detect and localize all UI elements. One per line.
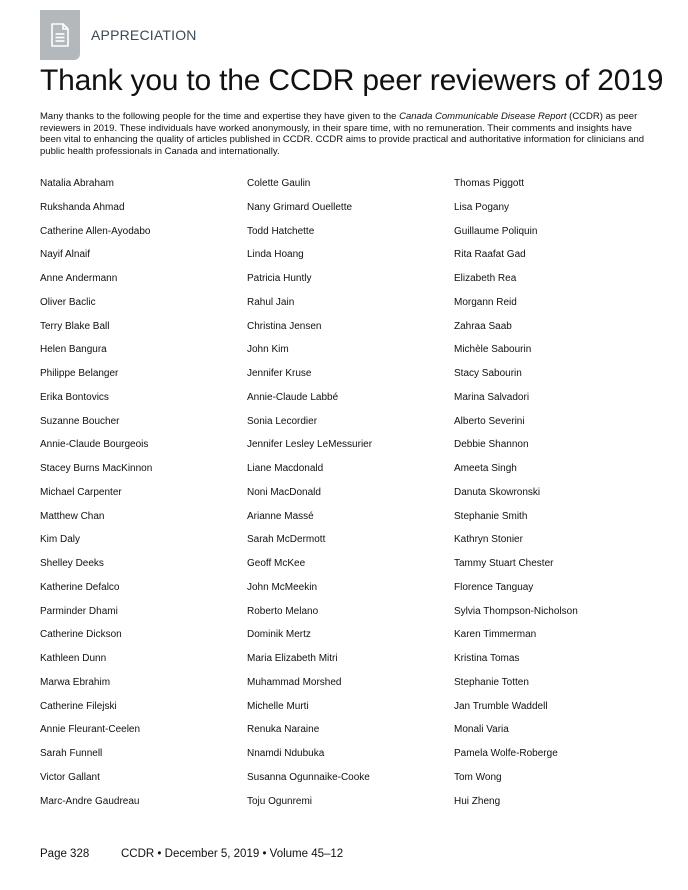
reviewer-name: Susanna Ogunnaike-Cooke <box>247 771 370 783</box>
reviewer-name: Annie Fleurant-Ceelen <box>40 724 141 736</box>
document-icon <box>50 23 70 47</box>
reviewer-name: Michelle Murti <box>247 700 309 712</box>
reviewer-name: Annie-Claude Bourgeois <box>40 439 149 451</box>
reviewer-name: Catherine Filejski <box>40 700 117 712</box>
reviewer-name: Florence Tanguay <box>454 581 534 593</box>
reviewer-name: Kathryn Stonier <box>454 534 523 546</box>
reviewer-name: Sonia Lecordier <box>247 415 318 427</box>
reviewer-name: Kristina Tomas <box>454 653 520 664</box>
reviewer-name: Victor Gallant <box>40 771 100 783</box>
reviewer-name: Nayif Alnaif <box>40 249 91 261</box>
reviewer-name: Rahul Jain <box>247 296 295 308</box>
reviewer-name: John McMeekin <box>247 581 318 593</box>
reviewer-name: Jan Trumble Waddell <box>454 700 548 712</box>
reviewer-column-3 <box>454 176 660 817</box>
reviewer-name: Matthew Chan <box>40 510 105 522</box>
reviewer-name: Kathleen Dunn <box>40 653 107 664</box>
page-title: Thank you to the CCDR peer reviewers of 2019 <box>40 64 664 97</box>
reviewer-name: Stacey Burns MacKinnon <box>40 463 153 474</box>
reviewer-name: Shelley Deeks <box>40 558 104 569</box>
reviewer-name: Katherine Defalco <box>40 581 120 593</box>
reviewer-name: Debbie Shannon <box>454 439 529 451</box>
page-footer <box>40 848 343 860</box>
reviewer-name: Muhammad Morshed <box>247 676 342 688</box>
reviewer-list <box>40 176 660 817</box>
reviewer-name: Annie-Claude Labbé <box>247 391 339 403</box>
reviewer-name: Patricia Huntly <box>247 273 312 284</box>
page-number: Page 328 <box>40 848 90 860</box>
reviewer-name: Toju Ogunremi <box>247 795 313 807</box>
reviewer-name: Maria Elizabeth Mitri <box>247 653 338 664</box>
reviewer-name: Marina Salvadori <box>454 391 530 403</box>
reviewer-name: Philippe Belanger <box>40 368 119 379</box>
reviewer-name: Rukshanda Ahmad <box>40 201 125 213</box>
reviewer-name: Sylvia Thompson-Nicholson <box>454 605 578 617</box>
reviewer-name: Tom Wong <box>454 771 502 783</box>
reviewer-name: Alberto Severini <box>454 415 525 427</box>
reviewer-name: Guillaume Poliquin <box>454 225 538 237</box>
reviewer-name: Jennifer Kruse <box>247 368 312 379</box>
reviewer-name: Stacy Sabourin <box>454 368 522 379</box>
reviewer-name: Elizabeth Rea <box>454 273 517 284</box>
reviewer-name: Kim Daly <box>40 534 81 546</box>
section-icon-box <box>40 10 80 60</box>
reviewer-column-1 <box>40 176 247 817</box>
reviewer-name: Lisa Pogany <box>454 201 510 213</box>
reviewer-column-2 <box>247 176 454 817</box>
reviewer-name: Marwa Ebrahim <box>40 676 111 688</box>
reviewer-name: Parminder Dhami <box>40 605 118 617</box>
reviewer-name: Stephanie Totten <box>454 676 529 688</box>
reviewer-name: Christina Jensen <box>247 320 322 332</box>
reviewer-name: Karen Timmerman <box>454 629 537 641</box>
reviewer-name: Pamela Wolfe-Roberge <box>454 748 558 759</box>
reviewer-name: Erika Bontovics <box>40 391 109 403</box>
reviewer-name: Morgann Reid <box>454 296 517 308</box>
reviewer-name: Renuka Naraine <box>247 724 320 736</box>
reviewer-name: Oliver Baclic <box>40 296 96 308</box>
reviewer-name: Sarah McDermott <box>247 534 326 546</box>
reviewer-name: Jennifer Lesley LeMessurier <box>247 439 373 451</box>
reviewer-name: Marc-Andre Gaudreau <box>40 795 140 807</box>
reviewer-name: Arianne Massé <box>247 510 314 522</box>
reviewer-name: Liane Macdonald <box>247 463 324 474</box>
reviewer-name: John Kim <box>247 344 289 356</box>
reviewer-name: Catherine Allen-Ayodabo <box>40 225 151 237</box>
reviewer-name: Michael Carpenter <box>40 486 122 498</box>
reviewer-name: Natalia Abraham <box>40 178 114 189</box>
reviewer-name: Rita Raafat Gad <box>454 249 526 261</box>
reviewer-name: Stephanie Smith <box>454 510 528 522</box>
reviewer-name: Monali Varia <box>454 724 509 736</box>
reviewer-name: Geoff McKee <box>247 558 306 569</box>
intro-text-part2: (CCDR) as peer reviewers in 2019. These individuals have worked anonymously, in their spare time, with no remuneration. Their comments and insights have been vital to enhancing the quality of articles published in CCDR. CCDR aims to provide practical and authoritative information for clinicians and public health professionals in Canada and internationally. <box>40 111 645 157</box>
reviewer-name: Helen Bangura <box>40 344 107 356</box>
reviewer-name: Michèle Sabourin <box>454 344 532 356</box>
reviewer-name: Terry Blake Ball <box>40 320 110 332</box>
reviewer-name: Dominik Mertz <box>247 629 311 641</box>
reviewer-name: Nany Grimard Ouellette <box>247 201 353 213</box>
reviewer-name: Tammy Stuart Chester <box>454 558 554 569</box>
reviewer-name: Ameeta Singh <box>454 463 517 474</box>
journal-name: Canada Communicable Disease Report <box>399 111 567 122</box>
reviewer-name: Anne Andermann <box>40 273 118 284</box>
reviewer-name: Nnamdi Ndubuka <box>247 748 325 759</box>
intro-paragraph <box>40 111 650 157</box>
journal-citation: CCDR • December 5, 2019 • Volume 45–12 <box>121 848 344 860</box>
reviewer-name: Suzanne Boucher <box>40 415 120 427</box>
reviewer-name: Linda Hoang <box>247 249 304 261</box>
reviewer-name: Todd Hatchette <box>247 225 315 237</box>
reviewer-name: Sarah Funnell <box>40 748 103 759</box>
reviewer-name: Hui Zheng <box>454 795 501 807</box>
reviewer-name: Noni MacDonald <box>247 486 321 498</box>
reviewer-name: Zahraa Saab <box>454 320 512 332</box>
reviewer-name: Danuta Skowronski <box>454 486 541 498</box>
reviewer-name: Colette Gaulin <box>247 178 311 189</box>
section-label: APPRECIATION <box>91 27 197 43</box>
intro-text-part1: Many thanks to the following people for the time and expertise they have given to the <box>40 111 400 122</box>
reviewer-name: Catherine Dickson <box>40 629 122 641</box>
reviewer-name: Thomas Piggott <box>454 178 525 189</box>
reviewer-name: Roberto Melano <box>247 605 319 617</box>
